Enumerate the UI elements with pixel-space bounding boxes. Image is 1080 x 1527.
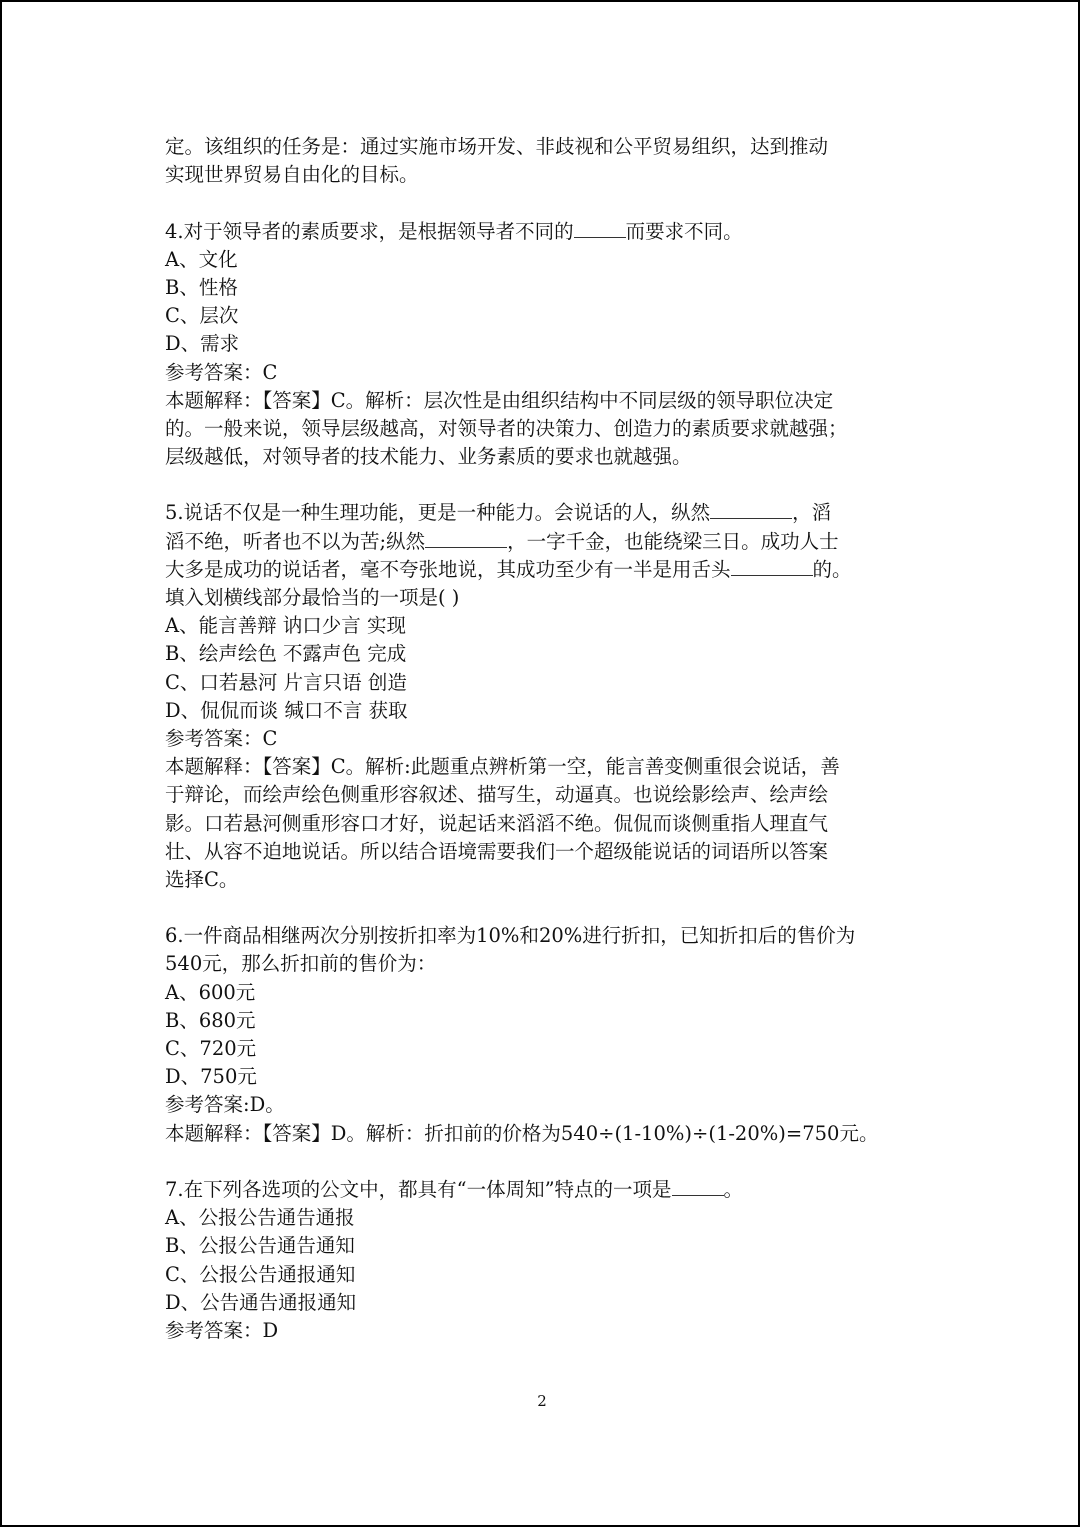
option-b: B、绘声绘色 不露声色 完成 bbox=[165, 642, 407, 666]
explanation-line: 影。口若悬河侧重形容口才好，说起话来滔滔不绝。侃侃而谈侧重指人理直气 bbox=[165, 811, 829, 835]
question-stem: 大多是成功的说话者，毫不夸张地说，其成功至少有一半是用舌头 的。 bbox=[165, 557, 852, 581]
option-a: A、能言善辩 讷口少言 实现 bbox=[165, 614, 406, 638]
question-stem: 滔不绝，听者也不以为苦;纵然 ，一字千金，也能绕梁三日。成功人士 bbox=[165, 529, 839, 553]
question-7 bbox=[165, 1176, 927, 1345]
question-stem: 填入划横线部分最恰当的一项是( ) bbox=[165, 586, 460, 609]
continuation-line: 定。该组织的任务是：通过实施市场开发、非歧视和公平贸易组织，达到推动 bbox=[165, 135, 829, 158]
option-d: D、750元 bbox=[165, 1065, 257, 1089]
option-d: D、侃侃而谈 缄口不言 获取 bbox=[165, 698, 408, 722]
fill-blank bbox=[574, 219, 626, 238]
option-c: C、层次 bbox=[165, 304, 239, 328]
option-c: C、720元 bbox=[165, 1037, 257, 1060]
option-d: D、需求 bbox=[165, 332, 240, 356]
continuation-line: 实现世界贸易自由化的目标。 bbox=[165, 163, 419, 187]
reference-answer: 参考答案:D。 bbox=[165, 1093, 285, 1117]
option-a: A、600元 bbox=[165, 980, 256, 1004]
explanation-line: 于辩论，而绘声绘色侧重形容叙述、描写生，动逼真。也说绘影绘声、绘声绘 bbox=[165, 783, 829, 807]
fill-blank bbox=[425, 529, 507, 548]
explanation-line: 层级越低，对领导者的技术能力、业务素质的要求也就越强。 bbox=[165, 445, 692, 469]
reference-answer: 参考答案：C bbox=[165, 726, 278, 750]
explanation-line: 壮、从容不迫地说话。所以结合语境需要我们一个超级能说话的词语所以答案 bbox=[165, 839, 829, 863]
explanation-line: 本题解释：【答案】C。解析:此题重点辨析第一空，能言善变侧重很会说话，善 bbox=[165, 755, 840, 779]
fill-blank bbox=[731, 557, 813, 576]
option-b: B、680元 bbox=[165, 1008, 256, 1032]
explanation-line: 本题解释：【答案】D。解析：折扣前的价格为540÷(1-10%)÷(1-20%)=750元。 bbox=[165, 1121, 879, 1145]
question-stem: 6.一件商品相继两次分别按折扣率为10%和20%进行折扣，已知折扣后的售价为 bbox=[165, 924, 856, 948]
option-b: B、公报公告通告通知 bbox=[165, 1234, 355, 1258]
question-stem: 540元，那么折扣前的售价为： bbox=[165, 952, 437, 976]
option-a: A、文化 bbox=[165, 247, 238, 271]
option-a: A、公报公告通告通报 bbox=[165, 1206, 355, 1230]
question-4 bbox=[165, 218, 927, 472]
fill-blank bbox=[710, 500, 792, 519]
question-stem: 4.对于领导者的素质要求，是根据领导者不同的 而要求不同。 bbox=[165, 219, 743, 243]
explanation-line: 选择C。 bbox=[165, 867, 239, 891]
question-5 bbox=[165, 499, 927, 894]
reference-answer: 参考答案：D bbox=[165, 1318, 279, 1342]
fill-blank bbox=[672, 1177, 724, 1196]
reference-answer: 参考答案：C bbox=[165, 360, 278, 384]
option-c: C、公报公告通报通知 bbox=[165, 1262, 356, 1286]
question-stem: 7.在下列各选项的公文中，都具有“一体周知”特点的一项是 。 bbox=[165, 1177, 744, 1201]
question-stem: 5.说话不仅是一种生理功能，更是一种能力。会说话的人，纵然 ，滔 bbox=[165, 501, 832, 525]
page-number: 2 bbox=[537, 1392, 547, 1410]
page-content bbox=[165, 133, 927, 1345]
explanation-line: 本题解释：【答案】C。解析：层次性是由组织结构中不同层级的领导职位决定 bbox=[165, 388, 834, 412]
explanation-line: 的。一般来说，领导层级越高，对领导者的决策力、创造力的素质要求就越强； bbox=[165, 416, 848, 440]
option-c: C、口若悬河 片言只语 创造 bbox=[165, 670, 407, 694]
question-6 bbox=[165, 922, 927, 1148]
option-b: B、性格 bbox=[165, 275, 238, 299]
option-d: D、公告通告通报通知 bbox=[165, 1290, 357, 1314]
